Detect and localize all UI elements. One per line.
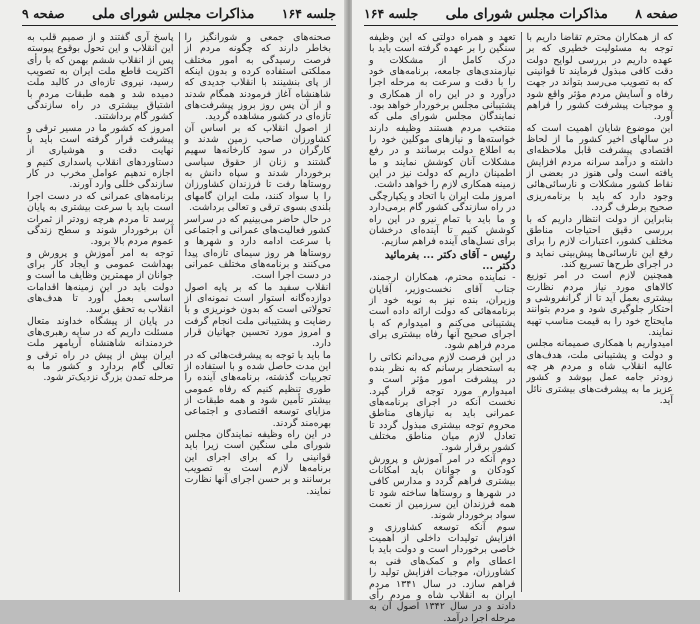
right-page-header bbox=[364, 4, 678, 26]
page-number: جلسه ۱۶۴ bbox=[364, 6, 419, 21]
paragraph: در این فرصت لازم می‌دانم نکاتی را به استحضار برسانم که به نظر بنده در پیشرفت امور مؤثر است و امیدوارم مورد توجه قرار گیرد. نخست آنکه در اجرای برنامه‌های عمرانی باید به نیازهای مناطق محروم توجه بیشتری مبذول گردد تا تعادل لازم میان مناطق مختلف کشور برقرار شود. bbox=[369, 351, 516, 454]
paragraph: دوم آنکه در امر آموزش و پرورش کودکان و جوانان باید امکانات بیشتری فراهم گردد و مدارس کافی در شهرها و روستاها ساخته شود تا همه فرزندان این سرزمین از نعمت سواد برخوردار شوند. bbox=[369, 453, 516, 522]
text-column-right bbox=[522, 32, 679, 592]
text-column-right bbox=[180, 32, 337, 592]
page-label: صفحه ۸ bbox=[635, 6, 678, 21]
right-page bbox=[352, 0, 700, 624]
page-title: مذاکرات مجلس شورای ملی bbox=[445, 6, 608, 22]
paragraph: برنامه‌های عمرانی که در دست اجرا است باید با سرعت بیشتری به پایان برسد تا مردم هرچه زودتر از ثمرات آن برخوردار شوند و سطح زندگی عموم مردم بالا برود. bbox=[27, 190, 174, 248]
right-page-columns bbox=[364, 32, 678, 624]
paragraph: همچنین لازم است در امر توزیع کالاهای مورد نیاز مردم نظارت بیشتری بعمل آید تا از گرانفروشی و احتکار جلوگیری شود و مردم بتوانند مایحتاج خود را به قیمت مناسب تهیه نمایند. bbox=[526, 270, 673, 338]
paragraph: از اصول انقلاب که بر اساس آن کشاورزان صاحب زمین شدند و کارگران در سود کارخانه‌ها سهیم گشتند و زنان از حقوق سیاسی برخوردار شدند و سپاه دانش به روستاها رفت تا فرزندان کشاورزان را با سواد کنند، ملت ایران گامهای بلندی بسوی ترقی و تعالی برداشت. bbox=[184, 122, 331, 214]
paragraph: که از همکاران محترم تقاضا داریم با توجه به مسئولیت خطیری که بر عهده داریم در بررسی لوایح دولت دقت کافی مبذول فرمایند تا قوانینی که به تصویب می‌رسد بتواند در جهت رفاه و آسایش مردم مؤثر واقع شود و موجبات پیشرفت کشور را فراهم آورد. bbox=[526, 32, 673, 123]
speaker-line: رئیس - آقای دکتر ... بفرمائید bbox=[384, 248, 516, 261]
paragraph: ما باید با توجه به پیشرفت‌هائی که در این مدت حاصل شده و با استفاده از تجربیات گذشته، برنامه‌های آینده را طوری تنظیم کنیم که رفاه عمومی بیشتر تأمین شود و همه طبقات از مزایای توسعه اقتصادی و اجتماعی بهره‌مند گردند. bbox=[184, 349, 331, 429]
left-page bbox=[0, 0, 346, 600]
paragraph: پاسخ آری گفتند و از صمیم قلب به این انقلاب و این تحول بوقوع پیوسته پس از انقلاب ششم بهمن که با رأی اکثریت قاطع ملت ایران به تصویب رسید، نیروی تازه‌ای در کالبد ملت دمیده شد و همه طبقات مردم با اشتیاق بیشتری در راه سازندگی کشور گام برداشتند. bbox=[27, 32, 174, 123]
paragraph: امروز که کشور ما در مسیر ترقی و پیشرفت قرار گرفته است باید با نهایت دقت و هوشیاری از دستاوردهای انقلاب پاسداری کنیم و اجازه ندهیم عوامل مخرب در کار سازندگی خللی وارد آورند. bbox=[27, 122, 174, 191]
text-column-left bbox=[22, 32, 179, 592]
speaker-line: دکتر ... bbox=[482, 259, 516, 272]
paragraph: صحنه‌های جمعی و شورانگیز را بخاطر دارند که چگونه مردم از فرصت رسیدگی به امور مختلف مملکتی استفاده کرده و بدون اینکه از پای بنشینند با انقلاب جدیدی که شاهنشاه آغاز فرمودند همگام شدند و از آن پس روز بروز پیشرفت‌های تازه‌ای در کشور مشاهده گردید. bbox=[184, 32, 331, 123]
paragraph: در حال حاضر می‌بینیم که در سراسر کشور فعالیت‌های عمرانی و اجتماعی با سرعت ادامه دارد و شهرها و روستاها هر روز سیمای تازه‌ای پیدا می‌کنند و برنامه‌های مختلف عمرانی در دست اجرا است. bbox=[184, 213, 331, 282]
paragraph: - نماینده محترم، همکاران ارجمند، جناب آقای نخست‌وزیر، آقایان وزیران، بنده نیز به نوبه خود از برنامه‌هائی که دولت ارائه داده است پشتیبانی می‌کنم و امیدوارم که با اجرای صحیح آنها رفاه بیشتری برای مردم فراهم شود. bbox=[369, 272, 516, 352]
paragraph: در این راه وظیفه نمایندگان مجلس شورای ملی سنگین است زیرا باید قوانینی را که برای اجرای این برنامه‌ها لازم است به تصویب برسانند و بر حسن اجرای آنها نظارت نمایند. bbox=[184, 429, 331, 497]
paragraph: امروز ملت ایران با اتحاد و یکپارچگی در راه سازندگی کشور گام برمی‌دارد و ما باید با تمام نیرو در این راه کوشش کنیم تا آینده‌ای درخشان برای نسل‌های آینده فراهم سازیم. bbox=[369, 190, 516, 248]
left-page-header bbox=[22, 4, 336, 26]
paragraph: توجه به امر آموزش و پرورش و بهداشت عمومی و ایجاد کار برای جوانان از مهمترین وظایف ما است و دولت باید در این زمینه‌ها اقدامات اساسی بعمل آورد تا هدف‌های انقلاب به تحقق برسد. bbox=[27, 247, 174, 316]
paragraph: این موضوع شایان اهمیت است که در سالهای اخیر کشور ما از لحاظ اقتصادی پیشرفت قابل ملاحظه‌ای داشته و درآمد سرانه مردم افزایش یافته است ولی هنوز در بعضی از نقاط کشور مشکلات و نارسائی‌هائی وجود دارد که باید با برنامه‌ریزی صحیح برطرف گردد. bbox=[526, 122, 673, 214]
paragraph: نمایندگان مجلس شورای ملی که منتخب مردم هستند وظیفه دارند خواسته‌ها و نیازهای موکلین خود را به اطلاع دولت برسانند و در رفع مشکلات آنان کوشش نمایند و ما اطمینان داریم که دولت نیز در این زمینه همکاری لازم را خواهد داشت. bbox=[369, 111, 516, 191]
page-label: صفحه ۹ bbox=[22, 6, 65, 21]
paragraph: تعهد و همراه دولتی که این وظیفه سنگین را بر عهده گرفته است باید با درک کامل از مشکلات و نیازمندی‌های جامعه، برنامه‌های خود را با دقت و سرعت به مرحله اجرا درآورد و در این راه از همکاری و پشتیبانی مجلس برخوردار خواهد بود. bbox=[369, 32, 516, 112]
paragraph: انقلاب سفید ما که بر پایه اصول دوازده‌گانه استوار است نمونه‌ای از تحولاتی است که بدون خونریزی و با رضایت و پشتیبانی ملت انجام گرفت و امروز مورد تحسین جهانیان قرار دارد. bbox=[184, 281, 331, 350]
paragraph: در پایان از پیشگاه خداوند متعال مسئلت داریم که در سایه رهبری‌های خردمندانه شاهنشاه آریامهر ملت ایران بیش از پیش در راه ترقی و تعالی گام بردارد و کشور ما به مرحله تمدن بزرگ نزدیک‌تر شود. bbox=[27, 315, 174, 384]
paragraph: سوم آنکه توسعه کشاورزی و افزایش تولیدات داخلی از اهمیت خاصی برخوردار است و دولت باید با اعطای وام و کمک‌های فنی به کشاورزان، موجبات افزایش تولید را فراهم سازد. در سال ۱۳۴۱ مردم ایران به انقلاب شاه و مردم رأی دادند و در سال ۱۳۴۲ اصول آن به مرحله اجرا درآمد. bbox=[369, 521, 516, 624]
column-divider bbox=[521, 32, 522, 592]
column-divider bbox=[179, 32, 180, 592]
page-number: جلسه ۱۶۴ bbox=[281, 6, 336, 21]
text-column-left bbox=[364, 32, 521, 624]
paragraph: بنابراین از دولت انتظار داریم که با بررسی دقیق احتیاجات مناطق مختلف کشور، اعتبارات لازم را برای رفع این نارسائی‌ها پیش‌بینی نماید و در اجرای طرح‌ها تسریع کند. bbox=[526, 213, 673, 270]
page-title: مذاکرات مجلس شورای ملی bbox=[92, 6, 255, 22]
left-page-columns bbox=[22, 32, 336, 592]
paragraph: امیدواریم با همکاری صمیمانه مجلس و دولت و پشتیبانی ملت، هدف‌های عالیه انقلاب شاه و مردم هر چه زودتر جامه عمل بپوشد و کشور عزیز ما به پیشرفت‌های بیشتری نائل آید. bbox=[526, 338, 673, 406]
